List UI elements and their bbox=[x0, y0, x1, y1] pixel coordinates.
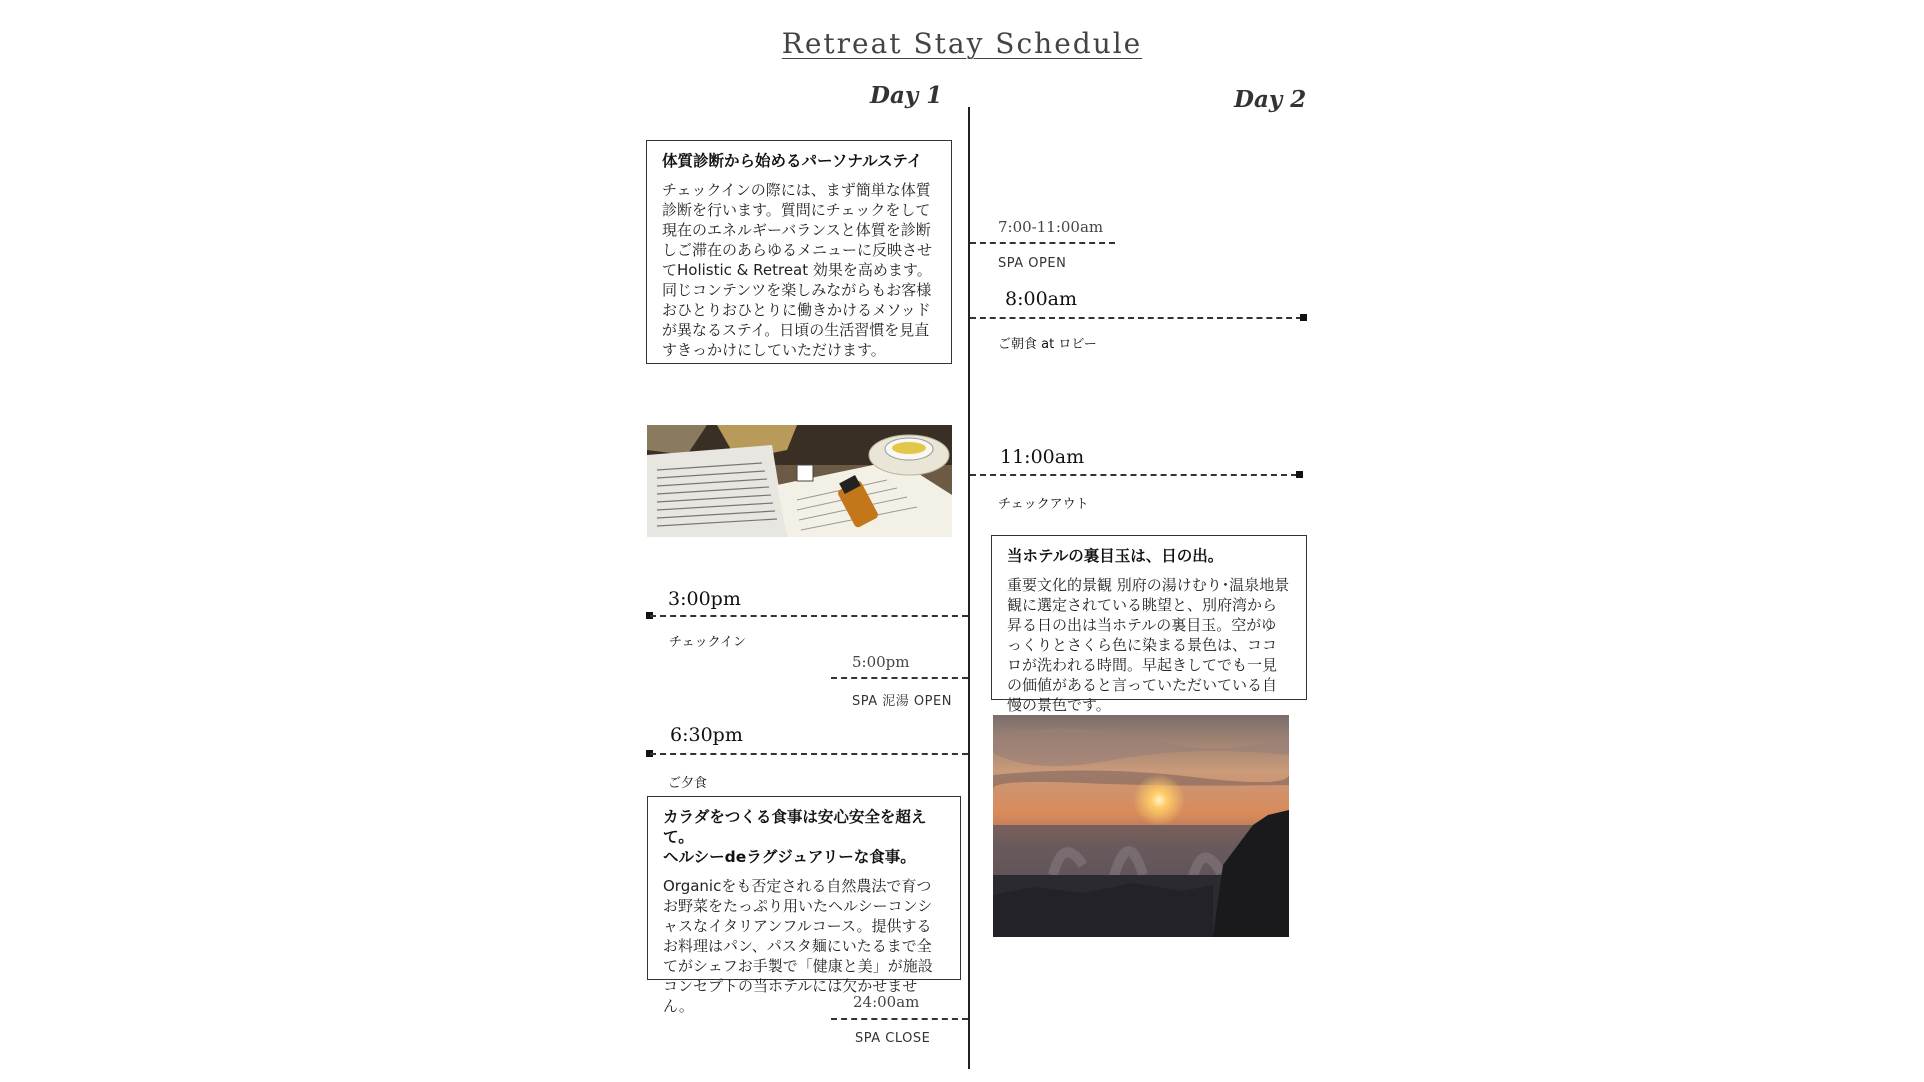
spa-open-line bbox=[831, 677, 968, 679]
page-title: Retreat Stay Schedule bbox=[781, 27, 1143, 60]
checkout-line bbox=[970, 474, 1297, 476]
checkin-time: 3:00pm bbox=[668, 588, 741, 610]
personal-stay-body: チェックインの際には、まず簡単な体質診断を行います。質問にチェックをして現在のエネルギーバランスと体質を診断しご滞在のあらゆるメニューに反映させてHolistic & Retreat 効果を高めます。同じコンテンツを楽しみながらもお客様おひとりおひとりに働きかけるメソッドが異なるステイ。日頃の生活習慣を見直すきっかけにしていただけます。 bbox=[662, 181, 933, 359]
breakfast-label: ご朝食 at ロビー bbox=[998, 337, 1097, 352]
day2-spa-time: 7:00-11:00am bbox=[998, 218, 1104, 236]
day2-header: Day 2 bbox=[1234, 86, 1307, 113]
spa-close-time: 24:00am bbox=[853, 993, 920, 1011]
checkin-label: チェックイン bbox=[669, 635, 746, 650]
checkout-label: チェックアウト bbox=[998, 497, 1089, 512]
day2-spa-label: SPA OPEN bbox=[998, 256, 1067, 271]
timeline-axis bbox=[968, 107, 970, 1069]
sunrise-photo-image bbox=[993, 715, 1289, 937]
spa-close-label: SPA CLOSE bbox=[855, 1031, 931, 1046]
checkout-marker bbox=[1296, 471, 1303, 478]
checkout-time: 11:00am bbox=[1000, 446, 1085, 468]
day2-spa-line bbox=[970, 242, 1115, 244]
checkin-line bbox=[650, 615, 968, 617]
dinner-label: ご夕食 bbox=[668, 776, 708, 791]
tea-photo-image bbox=[647, 425, 952, 537]
tea-photo bbox=[647, 425, 952, 537]
breakfast-time: 8:00am bbox=[1005, 288, 1078, 310]
sunrise-body: 重要文化的景観 別府の湯けむり･温泉地景観に選定されている眺望と、別府湾から昇る日の出は当ホテルの裏目玉。空がゆっくりとさくら色に染まる景色は、ココロが洗われる時間。早起きしてでも一見の価値があると言っていただいている自慢の景色です。 bbox=[1007, 576, 1290, 714]
sunrise-photo bbox=[993, 715, 1289, 937]
spa-open-label: SPA 泥湯 OPEN bbox=[852, 694, 952, 709]
day1-header: Day 1 bbox=[870, 82, 943, 109]
sunrise-heading: 当ホテルの裏目玉は、日の出。 bbox=[1007, 547, 1224, 565]
dinner-heading: カラダをつくる食事は安心安全を超えて。 ヘルシーdeラグジュアリーな食事。 bbox=[663, 808, 927, 866]
dinner-line bbox=[650, 753, 968, 755]
spa-close-line bbox=[831, 1018, 968, 1020]
sunrise-box bbox=[991, 535, 1307, 714]
dinner-body: Organicをも否定される自然農法で育つお野菜をたっぷり用いたヘルシーコンシャスなイタリアンフルコース。提供するお料理はパン、パスタ麺にいたるまで全てがシェフお手製で「健康と美」が施設コンセプトの当ホテルには欠かせません。 bbox=[663, 877, 933, 1015]
breakfast-marker bbox=[1300, 314, 1307, 321]
personal-stay-box bbox=[646, 140, 952, 364]
personal-stay-heading: 体質診断から始めるパーソナルステイ bbox=[662, 152, 923, 170]
breakfast-line bbox=[970, 317, 1302, 319]
spa-open-time: 5:00pm bbox=[852, 653, 910, 671]
dinner-time: 6:30pm bbox=[670, 724, 743, 746]
